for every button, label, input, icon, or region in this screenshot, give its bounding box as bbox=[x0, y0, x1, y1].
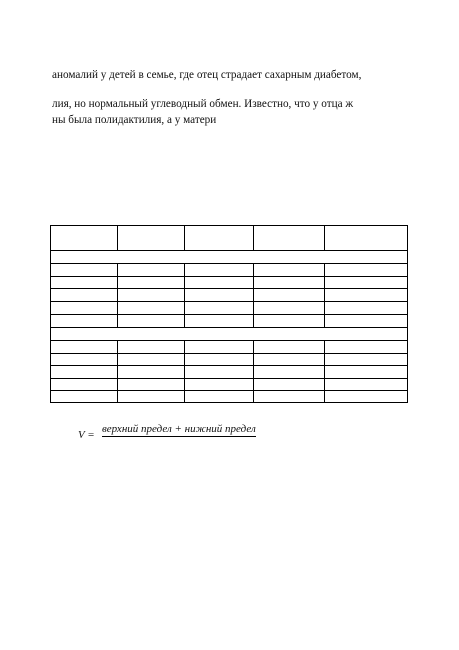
text-line-3: ны была полидактилия, а у матери bbox=[52, 114, 217, 126]
table-row-line bbox=[50, 276, 408, 277]
text-line-2: лия, но нормальный углеводный обмен. Известно, что у отца ж bbox=[52, 98, 354, 110]
formula-lhs: V = bbox=[78, 429, 95, 441]
table-col-line bbox=[117, 340, 118, 403]
table-row-line bbox=[50, 250, 408, 251]
table-col-line bbox=[117, 263, 118, 327]
table-row-line bbox=[50, 378, 408, 379]
table-row-line bbox=[50, 340, 408, 341]
table-border-left bbox=[50, 225, 51, 403]
table-row-line bbox=[50, 263, 408, 264]
table-row-line bbox=[50, 327, 408, 328]
table-col-line bbox=[324, 225, 325, 250]
table-col-line bbox=[253, 340, 254, 403]
table-col-line bbox=[253, 225, 254, 250]
table-row-line bbox=[50, 288, 408, 289]
text-line-1: аномалий у детей в семье, где отец страдает сахарным диабетом, bbox=[52, 69, 362, 81]
table-col-line bbox=[117, 225, 118, 250]
table-col-line bbox=[324, 340, 325, 403]
table-col-line bbox=[253, 263, 254, 327]
table-row-line bbox=[50, 353, 408, 354]
table-col-line bbox=[184, 225, 185, 250]
table-row-line bbox=[50, 390, 408, 391]
table-row-line bbox=[50, 301, 408, 302]
table-border-right bbox=[407, 225, 408, 403]
table-row-line bbox=[50, 225, 408, 226]
table-row-line bbox=[50, 402, 408, 403]
table-col-line bbox=[324, 263, 325, 327]
table-col-line bbox=[184, 263, 185, 327]
empty-table bbox=[50, 225, 408, 403]
formula-numerator: верхний предел + нижний предел bbox=[102, 423, 256, 435]
table-row-line bbox=[50, 314, 408, 315]
table-row-line bbox=[50, 365, 408, 366]
table-col-line bbox=[184, 340, 185, 403]
